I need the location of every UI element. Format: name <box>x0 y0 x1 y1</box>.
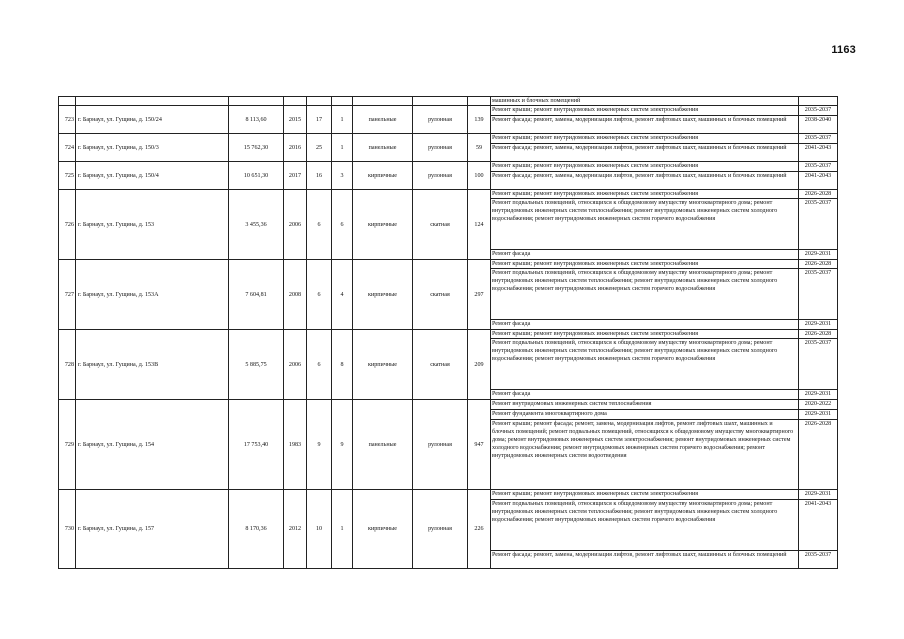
roof-type: рулонная <box>413 134 468 162</box>
work-description: Ремонт фасада; ремонт, замена, модернизация лифтов, ремонт лифтовых шахт, машинных и блочных помещений <box>491 551 799 569</box>
row-number: 723 <box>59 106 76 134</box>
row-number: 728 <box>59 330 76 400</box>
work-period: 2029-2031 <box>799 410 838 420</box>
work-description: Ремонт подвальных помещений, относящихся к общедомовому имуществу многоквартирного дома; ремонт внутридомовых инженерных систем теплоснабжения; ремонт внутридомовых инженерных систем холодного водоснабжения; ремонт внутридомовых инженерных систем горячего водоснабжения <box>491 500 799 551</box>
apartments-count: 139 <box>468 106 491 134</box>
work-period: 2038-2040 <box>799 116 838 134</box>
commission-year: 2016 <box>284 134 307 162</box>
house-address: г. Барнаул, ул. Гущина, д. 153В <box>76 330 229 400</box>
wall-material: панельные <box>353 106 413 134</box>
work-period: 2035-2037 <box>799 134 838 144</box>
empty-cell <box>307 97 332 106</box>
total-area: 17 753,40 <box>229 400 284 490</box>
work-description: машинных и блочных помещений <box>491 97 799 106</box>
row-number: 727 <box>59 260 76 330</box>
entrances-count: 1 <box>332 134 353 162</box>
total-area: 3 455,36 <box>229 190 284 260</box>
apartments-count: 947 <box>468 400 491 490</box>
floors-count: 9 <box>307 400 332 490</box>
work-period: 2035-2037 <box>799 269 838 320</box>
entrances-count: 6 <box>332 190 353 260</box>
house-address: г. Барнаул, ул. Гущина, д. 153 <box>76 190 229 260</box>
apartments-count: 124 <box>468 190 491 260</box>
total-area: 7 604,81 <box>229 260 284 330</box>
table-row <box>59 162 838 172</box>
wall-material: кирпичные <box>353 260 413 330</box>
total-area: 8 113,60 <box>229 106 284 134</box>
work-description: Ремонт крыши; ремонт внутридомовых инженерных систем электроснабжения <box>491 190 799 199</box>
apartments-count: 100 <box>468 162 491 190</box>
work-description: Ремонт подвальных помещений, относящихся к общедомовому имуществу многоквартирного дома; ремонт внутридомовых инженерных систем теплоснабжения; ремонт внутридомовых инженерных систем холодного водоснабжения; ремонт внутридомовых инженерных систем горячего водоснабжения <box>491 199 799 250</box>
roof-type: рулонная <box>413 106 468 134</box>
entrances-count: 3 <box>332 162 353 190</box>
entrances-count: 9 <box>332 400 353 490</box>
work-period: 2029-2031 <box>799 490 838 500</box>
roof-type: рулонная <box>413 400 468 490</box>
table-row <box>59 400 838 410</box>
work-period: 2035-2037 <box>799 162 838 172</box>
table-row <box>59 330 838 339</box>
wall-material: кирпичные <box>353 190 413 260</box>
wall-material: кирпичные <box>353 162 413 190</box>
table-row <box>59 190 838 199</box>
wall-material: кирпичные <box>353 330 413 400</box>
work-period: 2035-2037 <box>799 339 838 390</box>
apartments-count: 209 <box>468 330 491 400</box>
wall-material: кирпичные <box>353 490 413 569</box>
work-description: Ремонт фасада <box>491 250 799 260</box>
empty-cell <box>284 97 307 106</box>
total-area: 8 170,36 <box>229 490 284 569</box>
floors-count: 6 <box>307 260 332 330</box>
roof-type: скатная <box>413 330 468 400</box>
work-period: 2029-2031 <box>799 320 838 330</box>
table-row <box>59 134 838 144</box>
total-area: 15 762,30 <box>229 134 284 162</box>
work-description: Ремонт крыши; ремонт внутридомовых инженерных систем электроснабжения <box>491 162 799 172</box>
house-address: г. Барнаул, ул. Гущина, д. 153А <box>76 260 229 330</box>
floors-count: 17 <box>307 106 332 134</box>
work-period: 2026-2028 <box>799 190 838 199</box>
house-address: г. Барнаул, ул. Гущина, д. 154 <box>76 400 229 490</box>
entrances-count: 1 <box>332 490 353 569</box>
work-description: Ремонт крыши; ремонт внутридомовых инженерных систем электроснабжения <box>491 134 799 144</box>
floors-count: 6 <box>307 190 332 260</box>
work-period: 2035-2037 <box>799 106 838 116</box>
work-description: Ремонт фасада <box>491 320 799 330</box>
house-address: г. Барнаул, ул. Гущина, д. 150/3 <box>76 134 229 162</box>
apartments-count: 226 <box>468 490 491 569</box>
work-description: Ремонт фасада <box>491 390 799 400</box>
row-number: 726 <box>59 190 76 260</box>
work-period: 2035-2037 <box>799 199 838 250</box>
empty-cell <box>332 97 353 106</box>
entrances-count: 1 <box>332 106 353 134</box>
page-number: 1163 <box>831 44 856 56</box>
capital-repair-table <box>58 96 838 569</box>
work-description: Ремонт крыши; ремонт фасада; ремонт, замена, модернизация лифтов, ремонт лифтовых шахт, машинных и блочных помещений; ремонт подвальных помещений, относящихся к общедомовому имуществу многоквартирного дома; ремонт внутридомовых инженерных систем электроснабжения; ремонт внутридомовых инженерных систем холодного водоснабжения; ремонт внутридомовых инженерных систем горячего водоснабжения; ремонт внутридомовых инженерных систем водоотведения <box>491 420 799 490</box>
work-description: Ремонт фасада; ремонт, замена, модернизация лифтов, ремонт лифтовых шахт, машинных и блочных помещений <box>491 172 799 190</box>
work-period: 2041-2043 <box>799 172 838 190</box>
commission-year: 2017 <box>284 162 307 190</box>
floors-count: 25 <box>307 134 332 162</box>
wall-material: панельные <box>353 134 413 162</box>
work-period: 2029-2031 <box>799 250 838 260</box>
commission-year: 2015 <box>284 106 307 134</box>
empty-cell <box>468 97 491 106</box>
empty-cell <box>413 97 468 106</box>
work-description: Ремонт фундамента многоквартирного дома <box>491 410 799 420</box>
work-description: Ремонт подвальных помещений, относящихся к общедомовому имуществу многоквартирного дома; ремонт внутридомовых инженерных систем теплоснабжения; ремонт внутридомовых инженерных систем холодного водоснабжения; ремонт внутридомовых инженерных систем горячего водоснабжения <box>491 269 799 320</box>
roof-type: рулонная <box>413 490 468 569</box>
work-description: Ремонт фасада; ремонт, замена, модернизация лифтов, ремонт лифтовых шахт, машинных и блочных помещений <box>491 116 799 134</box>
commission-year: 2012 <box>284 490 307 569</box>
document-table-container <box>58 96 837 569</box>
house-address: г. Барнаул, ул. Гущина, д. 150/4 <box>76 162 229 190</box>
total-area: 5 885,75 <box>229 330 284 400</box>
work-period: 2020-2022 <box>799 400 838 410</box>
commission-year: 2006 <box>284 190 307 260</box>
empty-cell <box>76 97 229 106</box>
work-period: 2035-2037 <box>799 551 838 569</box>
work-period: 2026-2028 <box>799 260 838 269</box>
commission-year: 1983 <box>284 400 307 490</box>
row-number: 729 <box>59 400 76 490</box>
work-description: Ремонт фасада; ремонт, замена, модернизация лифтов, ремонт лифтовых шахт, машинных и блочных помещений <box>491 144 799 162</box>
work-description: Ремонт крыши; ремонт внутридомовых инженерных систем электроснабжения <box>491 106 799 116</box>
total-area: 10 651,30 <box>229 162 284 190</box>
floors-count: 6 <box>307 330 332 400</box>
table-row <box>59 106 838 116</box>
work-period: 2029-2031 <box>799 390 838 400</box>
work-description: Ремонт крыши; ремонт внутридомовых инженерных систем электроснабжения <box>491 260 799 269</box>
apartments-count: 59 <box>468 134 491 162</box>
house-address: г. Барнаул, ул. Гущина, д. 150/24 <box>76 106 229 134</box>
entrances-count: 8 <box>332 330 353 400</box>
table-row-continued <box>59 97 838 106</box>
roof-type: рулонная <box>413 162 468 190</box>
floors-count: 10 <box>307 490 332 569</box>
work-period: 2041-2043 <box>799 144 838 162</box>
wall-material: панельные <box>353 400 413 490</box>
commission-year: 2006 <box>284 330 307 400</box>
work-description: Ремонт крыши; ремонт внутридомовых инженерных систем электроснабжения <box>491 490 799 500</box>
empty-cell <box>799 97 838 106</box>
empty-cell <box>229 97 284 106</box>
commission-year: 2008 <box>284 260 307 330</box>
work-period: 2041-2043 <box>799 500 838 551</box>
table-row <box>59 260 838 269</box>
work-description: Ремонт подвальных помещений, относящихся к общедомовому имуществу многоквартирного дома; ремонт внутридомовых инженерных систем теплоснабжения; ремонт внутридомовых инженерных систем холодного водоснабжения; ремонт внутридомовых инженерных систем горячего водоснабжения <box>491 339 799 390</box>
empty-cell <box>59 97 76 106</box>
empty-cell <box>353 97 413 106</box>
row-number: 724 <box>59 134 76 162</box>
work-period: 2026-2028 <box>799 420 838 490</box>
entrances-count: 4 <box>332 260 353 330</box>
work-description: Ремонт крыши; ремонт внутридомовых инженерных систем электроснабжения <box>491 330 799 339</box>
apartments-count: 297 <box>468 260 491 330</box>
roof-type: скатная <box>413 260 468 330</box>
work-description: Ремонт внутридомовых инженерных систем теплоснабжения <box>491 400 799 410</box>
row-number: 725 <box>59 162 76 190</box>
roof-type: скатная <box>413 190 468 260</box>
floors-count: 16 <box>307 162 332 190</box>
row-number: 730 <box>59 490 76 569</box>
house-address: г. Барнаул, ул. Гущина, д. 157 <box>76 490 229 569</box>
table-row <box>59 490 838 500</box>
work-period: 2026-2028 <box>799 330 838 339</box>
